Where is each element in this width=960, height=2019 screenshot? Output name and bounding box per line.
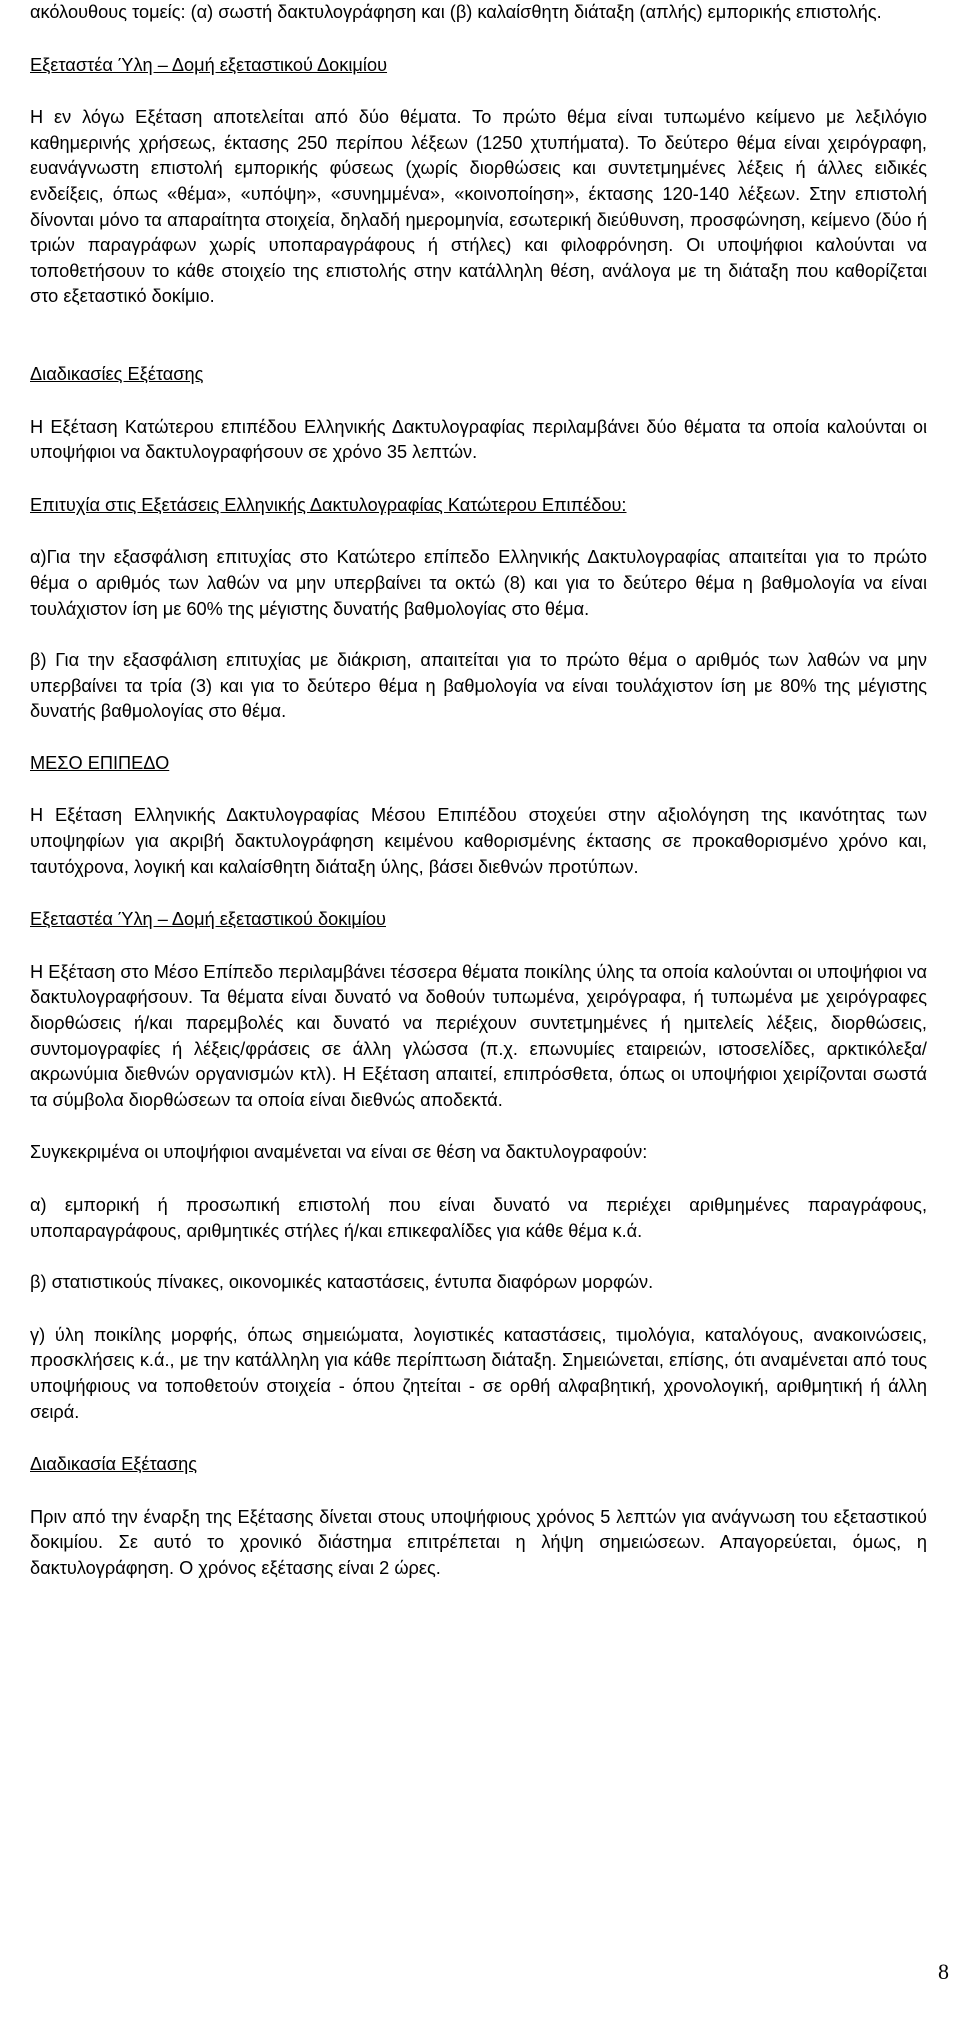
- expected-skills-intro: Συγκεκριμένα οι υποψήφιοι αναμένεται να είναι σε θέση να δακτυλογραφούν:: [30, 1142, 648, 1163]
- skill-item-c: γ) ύλη ποικίλης μορφής, όπως σημειώματα, λογιστικές καταστάσεις, τιμολόγια, καταλόγους, ανακοινώσεις, προσκλήσεις κ.ά., με την κατάλληλη για κάθε περίπτωση διάταξη. Σημειώνεται, επίσης, ότι αναμένεται από τους υποψήφιους να τοποθετούν στοιχεία - όπου ζητείται - σε ορθή αλφαβητική, χρονολογική, αριθμητική ή άλλη σειρά.: [30, 1324, 927, 1422]
- heading-exam-procedure: Διαδικασία Εξέτασης: [30, 1454, 198, 1475]
- skill-item-a: α) εμπορική ή προσωπική επιστολή που είναι δυνατό να περιέχει αριθμημένες παραγράφους, υποπαραγράφους, αριθμητικές στήλες ή/και επικεφαλίδες για κάθε θέμα κ.ά.: [30, 1195, 927, 1241]
- success-criterion-a: α)Για την εξασφάλιση επιτυχίας στο Κατώτερο επίπεδο Ελληνικής Δακτυλογραφίας απαιτείται για το πρώτο θέμα ο αριθμός των λαθών να μην υπερβαίνει τα οκτώ (8) και για το δεύτερο θέμα η βαθμολογία να είναι τουλάχιστον ίση με 60% της μέγιστης δυνατής βαθμολογίας στο θέμα.: [30, 547, 927, 619]
- exam-structure-paragraph: Η εν λόγω Εξέταση αποτελείται από δύο θέματα. Το πρώτο θέμα είναι τυπωμένο κείμενο με λεξιλόγιο καθημερινής χρήσεως, έκτασης 250 περίπου λέξεων (1250 χτυπήματα). Το δεύτερο θέμα είναι χειρόγραφη, ευανάγνωστη επιστολή εμπορικής φύσεως (χωρίς διορθώσεις και συντετμημένες λέξεις ή άλλες ειδικές ενδείξεις, όπως «θέμα», «υπόψη», «συνημμένα», «κοινοποίηση», έκτασης 120-140 λέξεων. Στην επιστολή δίνονται μόνο τα απαραίτητα στοιχεία, δηλαδή ημερομηνία, εσωτερική διεύθυνση, προσφώνηση, κείμενο (δύο ή τριών παραγράφων χωρίς υποπαραγράφους ή στήλες) και φιλοφρόνηση. Οι υποψήφιοι καλούνται να τοποθετήσουν το κάθε στοιχείο της επιστολής στην κατάλληλη θέση, ανάλογα με τη διάταξη που καθορίζεται στο εξεταστικό δοκίμιο.: [30, 107, 927, 307]
- heading-success-criteria: Επιτυχία στις Εξετάσεις Ελληνικής Δακτυλογραφίας Κατώτερου Επιπέδου:: [30, 494, 627, 515]
- success-criterion-b: β) Για την εξασφάλιση επιτυχίας με διάκριση, απαιτείται για το πρώτο θέμα ο αριθμός των λαθών να μην υπερβαίνει τα τρία (3) και για το δεύτερο θέμα η βαθμολογία να είναι τουλάχιστον ίση με 80% της μέγιστης δυνατής βαθμολογίας στο θέμα.: [30, 650, 927, 722]
- skill-item-b: β) στατιστικούς πίνακες, οικονομικές καταστάσεις, έντυπα διαφόρων μορφών.: [30, 1272, 654, 1293]
- heading-exam-procedures: Διαδικασίες Εξέτασης: [30, 363, 204, 384]
- heading-intermediate-material: Εξεταστέα Ύλη – Δομή εξεταστικού δοκιμίου: [30, 909, 386, 930]
- heading-exam-material: Εξεταστέα Ύλη – Δομή εξεταστικού Δοκιμίου: [30, 54, 388, 75]
- intro-paragraph: ακόλουθους τομείς: (α) σωστή δακτυλογράφηση και (β) καλαίσθητη διάταξη (απλής) εμπορικής επιστολής.: [30, 2, 882, 22]
- heading-intermediate-level: ΜΕΣΟ ΕΠΙΠΕΔΟ: [30, 752, 170, 773]
- intermediate-goal-paragraph: Η Εξέταση Ελληνικής Δακτυλογραφίας Μέσου Επιπέδου στοχεύει στην αξιολόγηση της ικανότητας των υποψηφίων για ακριβή δακτυλογράφηση κειμένου καθορισμένης έκτασης σε προκαθορισμένο χρόνο και, ταυτόχρονα, λογική και καλαίσθητη διάταξη ύλης, βάσει διεθνών προτύπων.: [30, 805, 927, 877]
- exam-duration-paragraph: Η Εξέταση Κατώτερου επιπέδου Ελληνικής Δακτυλογραφίας περιλαμβάνει δύο θέματα τα οποία καλούνται οι υποψήφιοι να δακτυλογραφήσουν σε χρόνο 35 λεπτών.: [30, 416, 927, 463]
- page-number: 8: [938, 1959, 949, 1984]
- intermediate-structure-paragraph: Η Εξέταση στο Μέσο Επίπεδο περιλαμβάνει τέσσερα θέματα ποικίλης ύλης τα οποία καλούνται οι υποψήφιοι να δακτυλογραφήσουν. Τα θέματα είναι δυνατό να δοθούν τυπωμένα, χειρόγραφα, ή τυπωμένα με χειρόγραφες διορθώσεις ή/και παρεμβολές και δυνατό να περιέχουν συντετμημένες ή ημιτελείς λέξεις, διορθώσεις, συντομογραφίες ή λέξεις/φράσεις σε άλλη γλώσσα (π.χ. επωνυμίες εταιρειών, ιστοσελίδες, αρκτικόλεξα/ακρωνύμια διεθνών οργανισμών κτλ). Η Εξέταση απαιτεί, επιπρόσθετα, όπως οι υποψήφιοι χειρίζονται σωστά τα σύμβολα διορθώσεων τα οποία είναι διεθνώς αποδεκτά.: [30, 961, 927, 1110]
- document-body: [30, 0, 927, 1582]
- exam-procedure-paragraph: Πριν από την έναρξη της Εξέτασης δίνεται στους υποψήφιους χρόνος 5 λεπτών για ανάγνωση του εξεταστικού δοκιμίου. Σε αυτό το χρονικό διάστημα επιτρέπεται η λήψη σημειώσεων. Απαγορεύεται, όμως, η δακτυλογράφηση. Ο χρόνος εξέτασης είναι 2 ώρες.: [30, 1506, 927, 1578]
